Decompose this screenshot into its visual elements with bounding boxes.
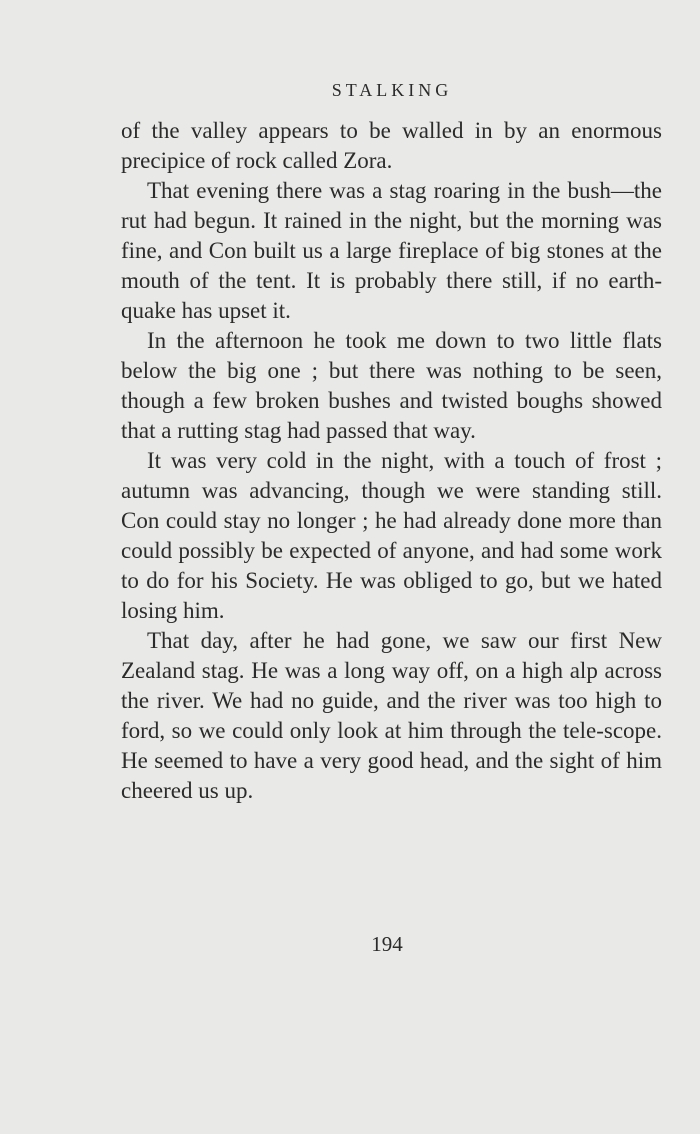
running-head: STALKING xyxy=(331,80,453,100)
paragraph: of the valley appears to be walled in by an enormous precipice of rock called Zora. xyxy=(121,118,662,173)
page-number: 194 xyxy=(371,932,403,956)
paragraph: In the afternoon he took me down to two little flats below the big one ; but there was nothing to be seen, though a few broken bushes and twisted boughs showed that a rutting stag had passed that way. xyxy=(121,328,662,443)
paragraph: That evening there was a stag roaring in the bush—the rut had begun. It rained in the night, but the morning was fine, and Con built us a large fireplace of big stones at the mouth of the tent. It is probably there still, if no earth-quake has upset it. xyxy=(121,178,662,323)
paragraph: That day, after he had gone, we saw our first New Zealand stag. He was a long way off, on a high alp across the river. We had no guide, and the river was too high to ford, so we could only look at him through the tele-scope. He seemed to have a very good head, and the sight of him cheered us up. xyxy=(121,628,662,803)
paragraph: It was very cold in the night, with a touch of frost ; autumn was advancing, though we were standing still. Con could stay no longer ; he had already done more than could possibly be expected of anyone, and had some work to do for his Society. He was obliged to go, but we hated losing him. xyxy=(121,448,662,623)
body-text xyxy=(121,116,662,806)
